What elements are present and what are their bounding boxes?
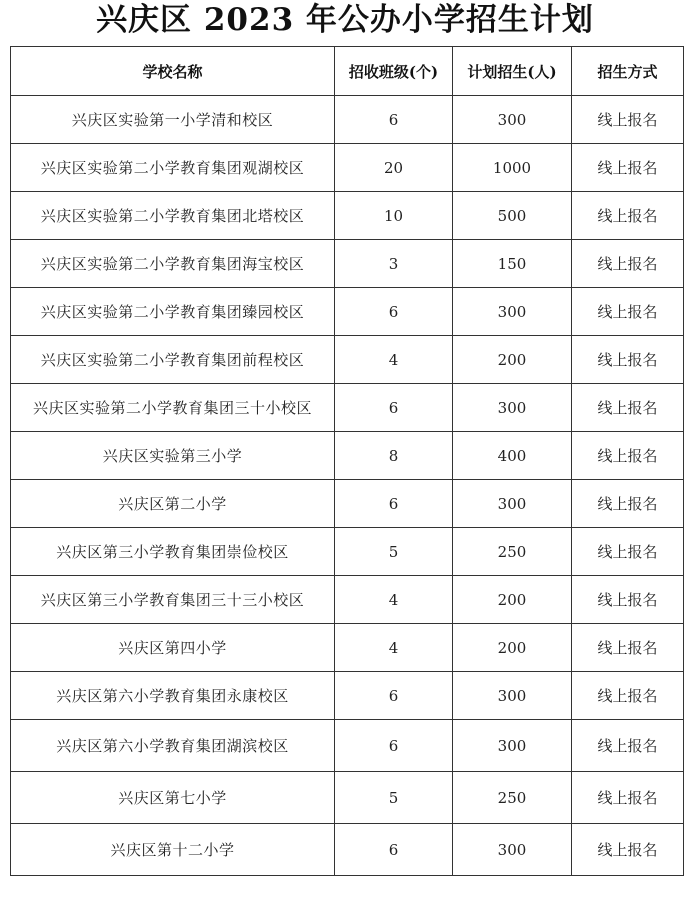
students-cell: 1000 — [453, 144, 572, 192]
school-name-cell: 兴庆区实验第二小学教育集团前程校区 — [11, 336, 335, 384]
method-cell: 线上报名 — [572, 480, 684, 528]
method-cell: 线上报名 — [572, 672, 684, 720]
classes-cell: 6 — [335, 384, 453, 432]
table-row — [11, 672, 684, 720]
students-cell: 250 — [453, 772, 572, 824]
students-cell: 200 — [453, 336, 572, 384]
classes-cell: 8 — [335, 432, 453, 480]
school-name-cell: 兴庆区第三小学教育集团崇俭校区 — [11, 528, 335, 576]
method-cell: 线上报名 — [572, 824, 684, 876]
classes-cell: 4 — [335, 336, 453, 384]
classes-cell: 4 — [335, 624, 453, 672]
classes-cell: 6 — [335, 824, 453, 876]
table-row — [11, 96, 684, 144]
method-cell: 线上报名 — [572, 576, 684, 624]
students-cell: 400 — [453, 432, 572, 480]
method-cell: 线上报名 — [572, 772, 684, 824]
method-cell: 线上报名 — [572, 432, 684, 480]
school-name-cell: 兴庆区第六小学教育集团湖滨校区 — [11, 720, 335, 772]
enrollment-table — [10, 46, 684, 876]
school-name-cell: 兴庆区实验第二小学教育集团海宝校区 — [11, 240, 335, 288]
header-planned-students: 计划招生(人) — [453, 47, 572, 96]
school-name-cell: 兴庆区实验第二小学教育集团北塔校区 — [11, 192, 335, 240]
method-cell: 线上报名 — [572, 384, 684, 432]
classes-cell: 6 — [335, 720, 453, 772]
school-name-cell: 兴庆区实验第二小学教育集团三十小校区 — [11, 384, 335, 432]
students-cell: 250 — [453, 528, 572, 576]
classes-cell: 6 — [335, 672, 453, 720]
table-row — [11, 384, 684, 432]
students-cell: 300 — [453, 672, 572, 720]
method-cell: 线上报名 — [572, 336, 684, 384]
school-name-cell: 兴庆区实验第三小学 — [11, 432, 335, 480]
header-classes: 招收班级(个) — [335, 47, 453, 96]
table-row — [11, 432, 684, 480]
table-row — [11, 720, 684, 772]
method-cell: 线上报名 — [572, 288, 684, 336]
table-row — [11, 192, 684, 240]
school-name-cell: 兴庆区实验第二小学教育集团臻园校区 — [11, 288, 335, 336]
table-row — [11, 480, 684, 528]
method-cell: 线上报名 — [572, 720, 684, 772]
method-cell: 线上报名 — [572, 96, 684, 144]
students-cell: 150 — [453, 240, 572, 288]
method-cell: 线上报名 — [572, 192, 684, 240]
table-row — [11, 336, 684, 384]
students-cell: 200 — [453, 624, 572, 672]
students-cell: 500 — [453, 192, 572, 240]
header-method: 招生方式 — [572, 47, 684, 96]
classes-cell: 3 — [335, 240, 453, 288]
classes-cell: 5 — [335, 772, 453, 824]
table-row — [11, 288, 684, 336]
students-cell: 300 — [453, 824, 572, 876]
classes-cell: 4 — [335, 576, 453, 624]
classes-cell: 10 — [335, 192, 453, 240]
school-name-cell: 兴庆区第七小学 — [11, 772, 335, 824]
method-cell: 线上报名 — [572, 144, 684, 192]
header-school-name: 学校名称 — [11, 47, 335, 96]
students-cell: 300 — [453, 96, 572, 144]
school-name-cell: 兴庆区第二小学 — [11, 480, 335, 528]
method-cell: 线上报名 — [572, 624, 684, 672]
school-name-cell: 兴庆区第六小学教育集团永康校区 — [11, 672, 335, 720]
table-row — [11, 576, 684, 624]
method-cell: 线上报名 — [572, 240, 684, 288]
classes-cell: 6 — [335, 96, 453, 144]
table-row — [11, 240, 684, 288]
students-cell: 300 — [453, 288, 572, 336]
school-name-cell: 兴庆区第三小学教育集团三十三小校区 — [11, 576, 335, 624]
classes-cell: 5 — [335, 528, 453, 576]
page-title: 兴庆区 2023 年公办小学招生计划 — [96, 2, 594, 38]
table-row — [11, 772, 684, 824]
table-row — [11, 144, 684, 192]
students-cell: 200 — [453, 576, 572, 624]
school-name-cell: 兴庆区第十二小学 — [11, 824, 335, 876]
method-cell: 线上报名 — [572, 528, 684, 576]
school-name-cell: 兴庆区实验第二小学教育集团观湖校区 — [11, 144, 335, 192]
classes-cell: 6 — [335, 480, 453, 528]
students-cell: 300 — [453, 720, 572, 772]
classes-cell: 6 — [335, 288, 453, 336]
table-header-row — [11, 47, 684, 96]
students-cell: 300 — [453, 480, 572, 528]
table-row — [11, 624, 684, 672]
students-cell: 300 — [453, 384, 572, 432]
school-name-cell: 兴庆区实验第一小学清和校区 — [11, 96, 335, 144]
table-row — [11, 528, 684, 576]
school-name-cell: 兴庆区第四小学 — [11, 624, 335, 672]
table-row — [11, 824, 684, 876]
classes-cell: 20 — [335, 144, 453, 192]
